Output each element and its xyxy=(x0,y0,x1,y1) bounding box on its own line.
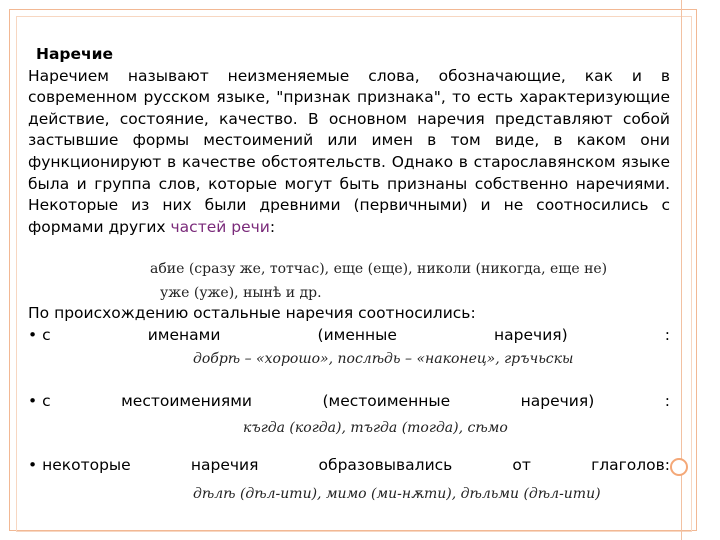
word: : xyxy=(664,326,670,344)
list-item-pronominal xyxy=(28,392,670,410)
word: образовывались xyxy=(318,456,453,474)
parts-of-speech-link[interactable]: частей речи xyxy=(170,217,270,236)
word: местоимениями xyxy=(121,392,252,410)
word: от xyxy=(512,456,531,474)
bullet-label: • с xyxy=(28,326,51,344)
word: (именные xyxy=(317,326,397,344)
intro-text: Наречием называют неизменяемые слова, обозначающие, как и в современном русском языке, "признак признака", то есть характеризующие действие, состояние, качество. В основном наречия представляют собой застывшие формы местоимений или имен в том виде, в каком они функционируют в качестве обстоятельств. Однако в старославянском языке была и группа слов, которые могут быть признаны собственно наречиями. Некоторые из них были древними (первичными) и не соотносились с формами других xyxy=(28,66,670,236)
word: глаголов: xyxy=(591,456,670,474)
intro-paragraph xyxy=(28,66,670,239)
word: (местоименные xyxy=(322,392,451,410)
word: наречия) xyxy=(520,392,595,410)
list-item-verbal xyxy=(28,456,670,474)
word: наречия xyxy=(190,456,259,474)
word: именами xyxy=(147,326,221,344)
pronominal-adverbs-example: къгда (когда), тъгда (тогда), сѣмо xyxy=(243,420,508,436)
nominal-adverbs-example: добрѣ – «хорошо», послѣдь – «наконец», гръчьскы xyxy=(193,351,574,367)
list-item-nominal xyxy=(28,326,670,344)
primary-adverbs-example-line2: уже (уже), нынѣ и др. xyxy=(160,285,322,301)
verbal-adverbs-example: дѣлѣ (дѣл-ити), мимо (ми-нѫти), дѣльми (дѣл-ити) xyxy=(193,486,601,502)
word: : xyxy=(664,392,670,410)
page-title: Наречие xyxy=(36,45,114,63)
origin-heading: По происхождению остальные наречия соотносились: xyxy=(28,304,476,322)
main-text xyxy=(28,44,670,238)
intro-colon: : xyxy=(269,217,276,236)
primary-adverbs-example-line1: абие (сразу же, тотчас), еще (еще), николи (никогда, еще не) xyxy=(150,261,608,277)
decorative-circle xyxy=(670,458,688,476)
word: наречия) xyxy=(494,326,568,344)
bullet-label: • некоторые xyxy=(28,456,131,474)
bullet-label: • с xyxy=(28,392,51,410)
